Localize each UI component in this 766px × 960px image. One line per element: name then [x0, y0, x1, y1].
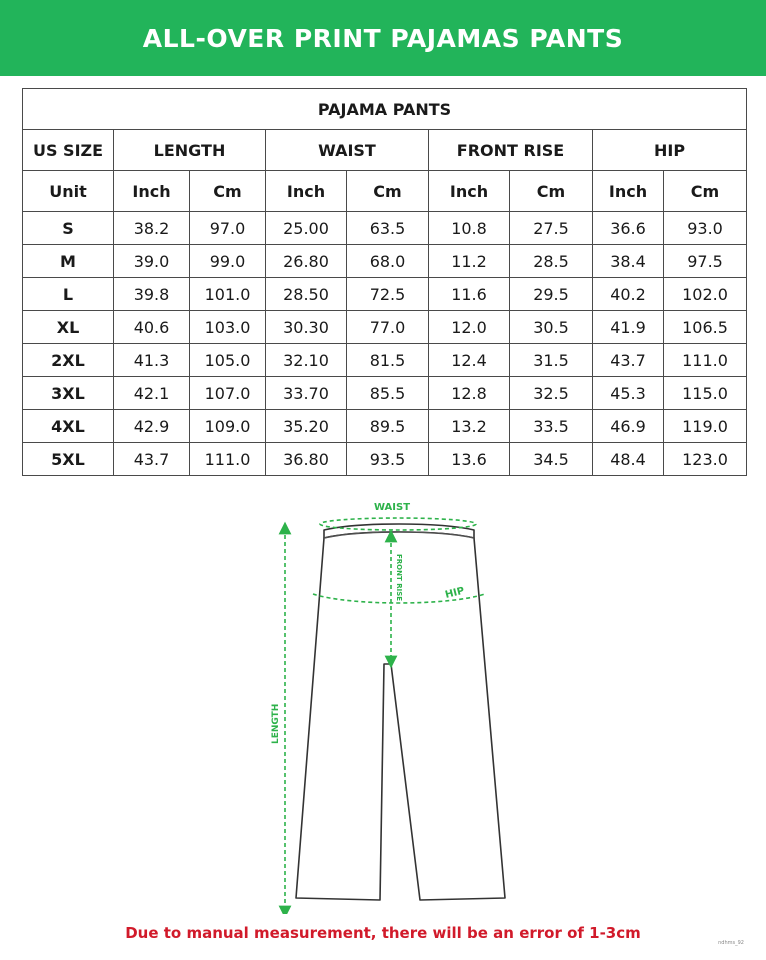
measurement-cell: 40.6 — [114, 311, 190, 344]
measurement-cell: 38.4 — [593, 245, 664, 278]
length-label: LENGTH — [271, 703, 281, 744]
page-title: ALL-OVER PRINT PAJAMAS PANTS — [142, 23, 624, 53]
measurement-cell: 31.5 — [510, 344, 593, 377]
measurement-cell: 93.5 — [347, 443, 429, 476]
table-row — [23, 377, 747, 410]
title-banner — [0, 0, 766, 76]
measurement-cell: 34.5 — [510, 443, 593, 476]
measurement-cell: 29.5 — [510, 278, 593, 311]
measurement-cell: 119.0 — [664, 410, 747, 443]
measurement-cell: 97.0 — [190, 212, 266, 245]
size-cell: L — [23, 278, 114, 311]
measurement-cell: 105.0 — [190, 344, 266, 377]
measurement-cell: 13.2 — [429, 410, 510, 443]
unit-header: Cm — [190, 171, 266, 212]
size-cell: M — [23, 245, 114, 278]
measurement-cell: 89.5 — [347, 410, 429, 443]
unit-label: Unit — [23, 171, 114, 212]
measurement-cell: 107.0 — [190, 377, 266, 410]
unit-header: Cm — [347, 171, 429, 212]
measurement-cell: 43.7 — [593, 344, 664, 377]
unit-header: Inch — [429, 171, 510, 212]
measurement-cell: 97.5 — [664, 245, 747, 278]
measurement-cell: 25.00 — [266, 212, 347, 245]
measurement-cell: 38.2 — [114, 212, 190, 245]
measurement-cell: 26.80 — [266, 245, 347, 278]
measurement-cell: 93.0 — [664, 212, 747, 245]
measurement-cell: 68.0 — [347, 245, 429, 278]
group-header-hip: HIP — [593, 130, 747, 171]
table-row — [23, 245, 747, 278]
measurement-disclaimer: Due to manual measurement, there will be an error of 1-3cm — [125, 924, 641, 942]
image-code: ndhms_92 — [718, 940, 744, 946]
measurement-cell: 103.0 — [190, 311, 266, 344]
measurement-cell: 32.10 — [266, 344, 347, 377]
measurement-cell: 42.9 — [114, 410, 190, 443]
measurement-cell: 85.5 — [347, 377, 429, 410]
group-header-waist: WAIST — [266, 130, 429, 171]
measurement-cell: 46.9 — [593, 410, 664, 443]
measurement-cell: 123.0 — [664, 443, 747, 476]
measurement-cell: 39.0 — [114, 245, 190, 278]
measurement-cell: 72.5 — [347, 278, 429, 311]
group-header-front-rise: FRONT RISE — [429, 130, 593, 171]
measurement-cell: 12.0 — [429, 311, 510, 344]
measurement-cell: 10.8 — [429, 212, 510, 245]
waist-label: WAIST — [373, 502, 411, 513]
table-caption: PAJAMA PANTS — [23, 89, 747, 130]
measurement-cell: 111.0 — [664, 344, 747, 377]
table-row — [23, 311, 747, 344]
measurement-cell: 109.0 — [190, 410, 266, 443]
unit-header: Cm — [510, 171, 593, 212]
measurement-cell: 81.5 — [347, 344, 429, 377]
measurement-cell: 28.50 — [266, 278, 347, 311]
table-row — [23, 443, 747, 476]
unit-header: Inch — [593, 171, 664, 212]
measurement-cell: 32.5 — [510, 377, 593, 410]
measurement-cell: 102.0 — [664, 278, 747, 311]
table-row — [23, 344, 747, 377]
measurement-cell: 33.5 — [510, 410, 593, 443]
size-chart-table — [22, 88, 747, 476]
measurement-cell: 30.30 — [266, 311, 347, 344]
measurement-cell: 77.0 — [347, 311, 429, 344]
size-cell: 2XL — [23, 344, 114, 377]
measurement-cell: 106.5 — [664, 311, 747, 344]
measurement-cell: 40.2 — [593, 278, 664, 311]
measurement-cell: 41.9 — [593, 311, 664, 344]
measurement-cell: 36.80 — [266, 443, 347, 476]
measurement-cell: 45.3 — [593, 377, 664, 410]
measurement-cell: 13.6 — [429, 443, 510, 476]
unit-header: Inch — [266, 171, 347, 212]
size-cell: XL — [23, 311, 114, 344]
size-cell: S — [23, 212, 114, 245]
unit-header: Inch — [114, 171, 190, 212]
measurement-cell: 39.8 — [114, 278, 190, 311]
measurement-cell: 63.5 — [347, 212, 429, 245]
size-cell: 4XL — [23, 410, 114, 443]
front-rise-label: FRONT RISE — [395, 554, 403, 602]
measurement-cell: 12.8 — [429, 377, 510, 410]
size-cell: 5XL — [23, 443, 114, 476]
pants-measurement-diagram — [0, 494, 766, 914]
group-header-length: LENGTH — [114, 130, 266, 171]
measurement-cell: 27.5 — [510, 212, 593, 245]
size-header: US SIZE — [23, 130, 114, 171]
measurement-cell: 11.2 — [429, 245, 510, 278]
measurement-cell: 99.0 — [190, 245, 266, 278]
measurement-cell: 35.20 — [266, 410, 347, 443]
hip-label: HIP — [444, 585, 466, 601]
measurement-cell: 48.4 — [593, 443, 664, 476]
measurement-cell: 111.0 — [190, 443, 266, 476]
measurement-cell: 115.0 — [664, 377, 747, 410]
size-cell: 3XL — [23, 377, 114, 410]
measurement-cell: 42.1 — [114, 377, 190, 410]
measurement-cell: 41.3 — [114, 344, 190, 377]
measurement-cell: 33.70 — [266, 377, 347, 410]
measurement-cell: 101.0 — [190, 278, 266, 311]
unit-header: Cm — [664, 171, 747, 212]
measurement-cell: 28.5 — [510, 245, 593, 278]
measurement-cell: 11.6 — [429, 278, 510, 311]
measurement-cell: 43.7 — [114, 443, 190, 476]
table-row — [23, 278, 747, 311]
measurement-cell: 30.5 — [510, 311, 593, 344]
table-row — [23, 410, 747, 443]
measurement-cell: 36.6 — [593, 212, 664, 245]
measurement-cell: 12.4 — [429, 344, 510, 377]
table-row — [23, 212, 747, 245]
